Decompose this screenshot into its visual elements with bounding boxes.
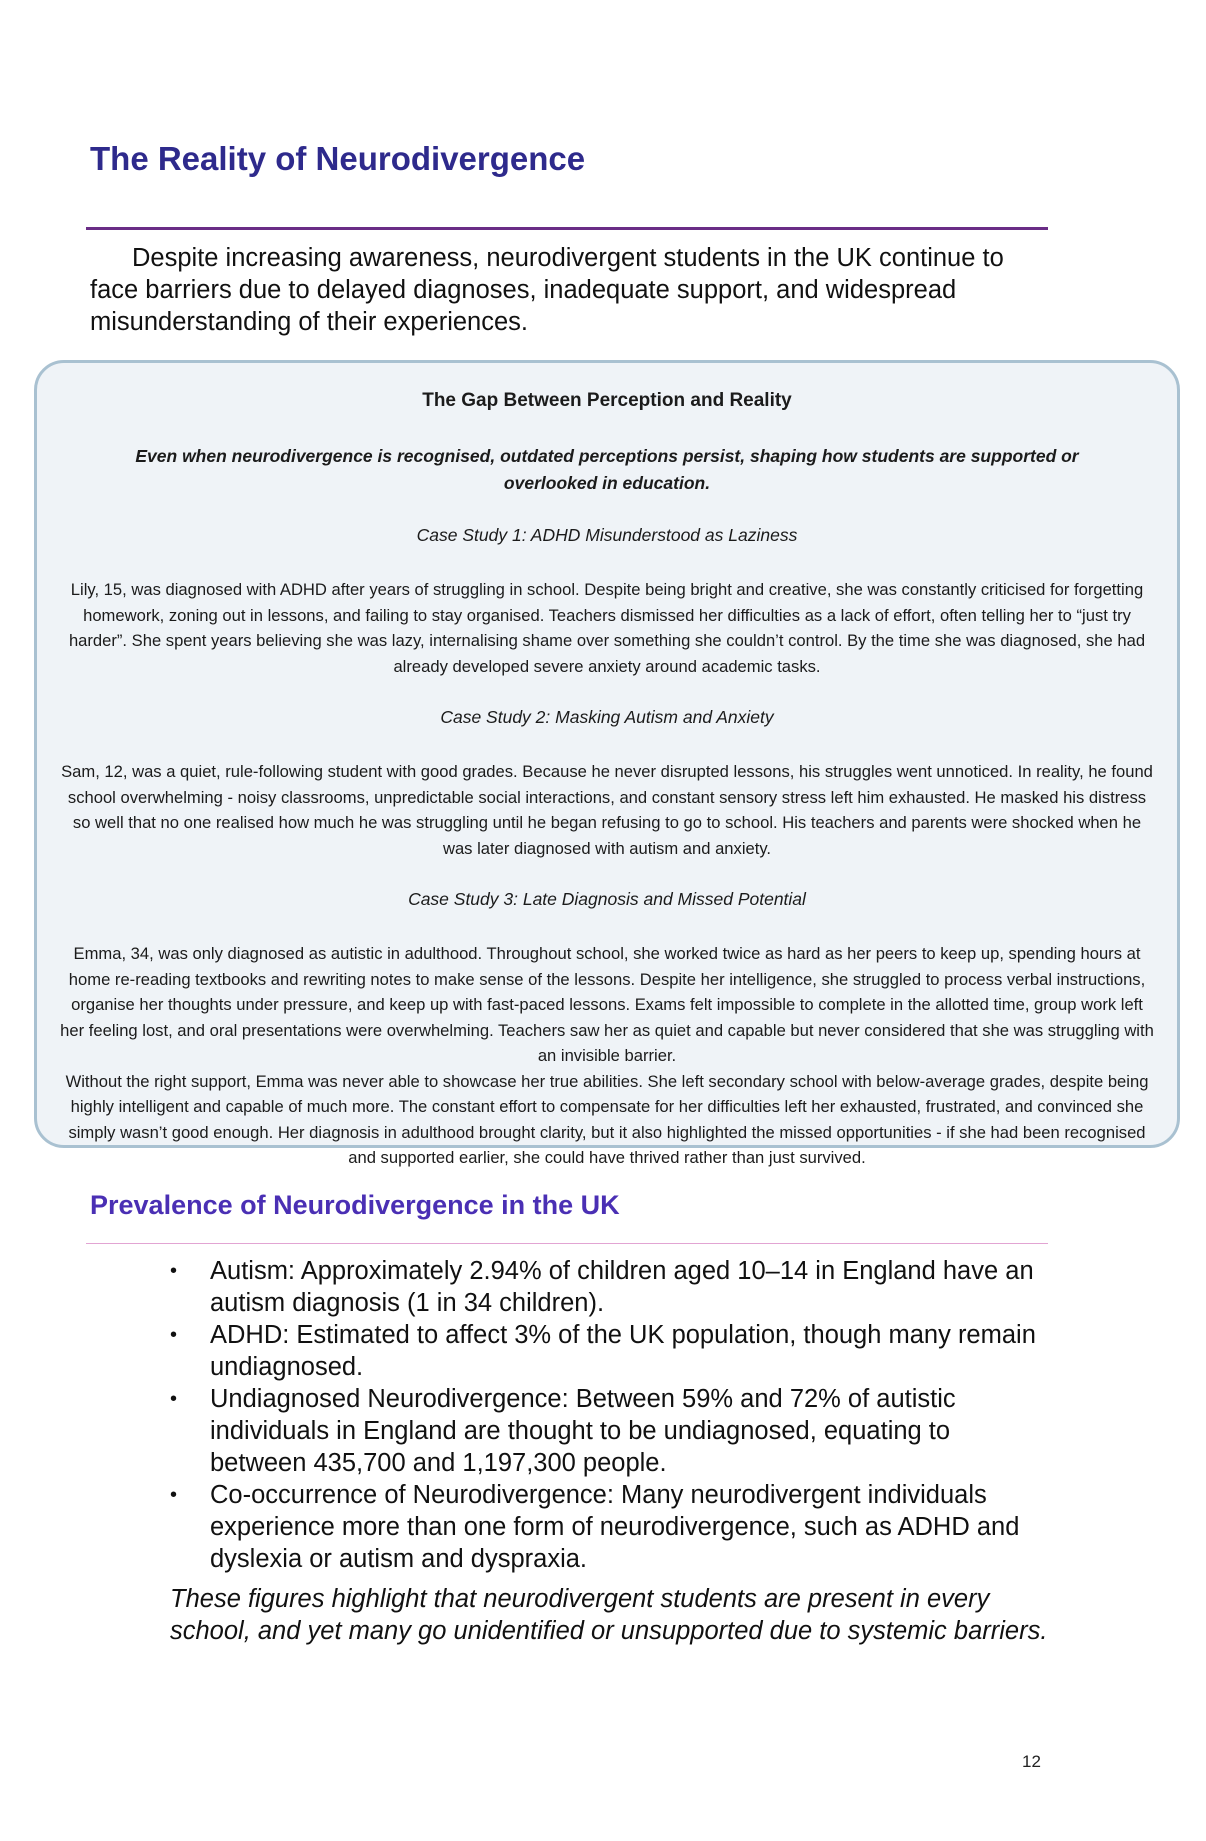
case-study-3-body: Emma, 34, was only diagnosed as autistic in adulthood. Throughout school, she worked twice as hard as her peers to keep up, spending hours at home re-reading textbooks and rewriting notes to make sense of the lessons. Despite her intelligence, she struggled to process verbal instructions, organise her thoughts under pressure, and keep up with fast-paced lessons. Exams felt impossible to complete in the allotted time, group work left her feeling lost, and oral presentations were overwhelming. Teachers saw her as quiet and capable but never considered that she was struggling with an invisible barrier. [60,944,1154,1065]
prevalence-heading: Prevalence of Neurodivergence in the UK [90,1190,620,1220]
title-divider [86,227,1048,230]
intro-paragraph: Despite increasing awareness, neurodivergent students in the UK continue to face barriers due to delayed diagnoses, inadequate support, and widespread misunderstanding of their experiences. [90,244,1004,336]
case-study-2-title: Case Study 2: Masking Autism and Anxiety [440,707,774,727]
bullet-icon: • [170,1484,178,1506]
case-study-1-body: Lily, 15, was diagnosed with ADHD after years of struggling in school. Despite being bright and creative, she was constantly criticised for forgetting homework, zoning out in lessons, and failing to stay organised. Teachers dismissed her difficulties as a lack of effort, often telling her to “just try harder”. She spent years believing she was lazy, internalising shame over something she couldn’t control. By the time she was diagnosed, she had already developed severe anxiety around academic tasks. [68,580,1146,676]
list-item-text: Undiagnosed Neurodivergence: Between 59% and 72% of autistic individuals in England are thought to be undiagnosed, equating to between 435,700 and 1,197,300 people. [210,1385,956,1477]
case-study-3-body-continued: Without the right support, Emma was never able to showcase her true abilities. She left secondary school with below-average grades, despite being highly intelligent and capable of much more. The constant effort to compensate for her difficulties left her exhausted, frustrated, and convinced she simply wasn’t good enough. Her diagnosis in adulthood brought clarity, but it also highlighted the missed opportunities - if she had been recognised and supported earlier, she could have thrived rather than just survived. [65,1071,1149,1167]
perception-reality-callout [34,360,1180,1167]
list-item [170,1479,1050,1575]
bullet-icon: • [170,1260,178,1282]
list-item-text: ADHD: Estimated to affect 3% of the UK population, though many remain undiagnosed. [210,1321,1036,1381]
callout-subtitle: Even when neurodivergence is recognised, outdated perceptions persist, shaping how students are supported or overlooked in education. [135,446,1079,493]
page-title: The Reality of Neurodivergence [90,140,586,177]
prevalence-list [170,1255,1050,1575]
callout-title: The Gap Between Perception and Reality [422,390,792,411]
list-item [170,1383,1050,1479]
list-item-text: Autism: Approximately 2.94% of children aged 10–14 in England have an autism diagnosis (1 in 34 children). [210,1257,1034,1317]
case-study-3-title: Case Study 3: Late Diagnosis and Missed Potential [408,889,806,909]
closing-statement: These figures highlight that neurodivergent students are present in every school, and yet many go unidentified or unsupported due to systemic barriers. [170,1585,1048,1645]
list-item [170,1255,1050,1319]
bullet-icon: • [170,1324,178,1346]
page-number: 12 [1022,1752,1041,1771]
bullet-icon: • [170,1388,178,1410]
prevalence-divider [86,1243,1048,1244]
case-study-1-title: Case Study 1: ADHD Misunderstood as Laziness [416,525,798,545]
case-study-2-body: Sam, 12, was a quiet, rule-following student with good grades. Because he never disrupted lessons, his struggles went unnoticed. In reality, he found school overwhelming - noisy classrooms, unpredictable social interactions, and constant sensory stress left him exhausted. He masked his distress so well that no one realised how much he was struggling until he began refusing to go to school. His teachers and parents were shocked when he was later diagnosed with autism and anxiety. [61,762,1153,858]
list-item [170,1319,1050,1383]
list-item-text: Co-occurrence of Neurodivergence: Many neurodivergent individuals experience more than one form of neurodivergence, such as ADHD and dyslexia or autism and dyspraxia. [210,1481,1020,1573]
